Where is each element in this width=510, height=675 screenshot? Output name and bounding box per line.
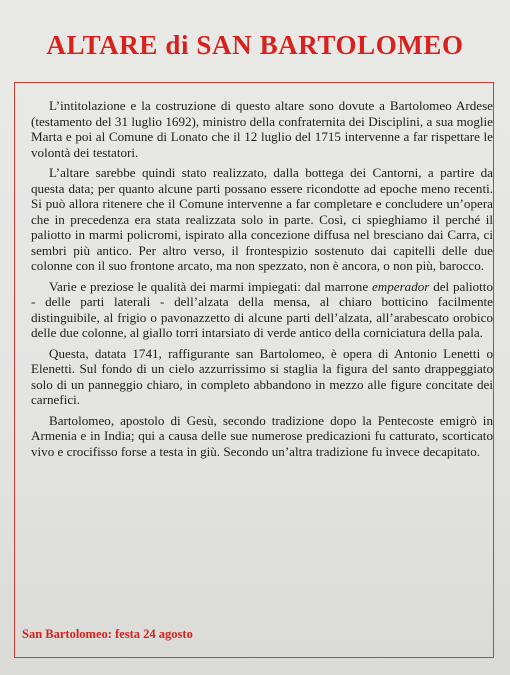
page-title: ALTARE di SAN BARTOLOMEO [46,30,464,60]
paragraph-5: Bartolomeo, apostolo di Gesù, secondo tradizione dopo la Pentecoste emigrò in Armenia e in India; qui a causa delle sue numerose predicazioni fu catturato, scorticato vivo e crocifisso forse a testa in giù. Secondo un’altra tradizione fu invece decapitato. [31,412,493,459]
paragraph-2: L’altare sarebbe quindi stato realizzato, dalla bottega dei Cantorni, a partire da questa data; per quanto alcune parti possano essere ricondotte ad epoche meno recenti. Si può allora ritenere che il Comune intervenne a far completare e concludere un’opera che in precedenza era stata realizzata solo in parte. Così, ci spieghiamo il perché il paliotto in marmi policromi, ispirato alla concezione diffusa nel bresciano dai Carra, ci sembri più antico. Per altro verso, il frontespizio sostenuto dai capitelli delle due colonne con il suo frontone arcato, ma non spezzato, non è ancora, o non più, barocco. [31,165,493,273]
paragraph-3-start: Varie e preziose le qualità dei marmi impiegati: dal marrone [49,278,372,294]
feast-day-note: San Bartolomeo: festa 24 agosto [22,627,193,641]
paragraph-3 [31,279,493,341]
body-text [31,98,493,464]
paragraph-3-end: del paliotto - delle parti laterali - dell’alzata della mensa, al chiaro botticino facilmente distinguibile, al frigio o pavonazzetto di alcune parti dell’alzata, all’arabescato orobico delle due colonne, al giallo torri intarsiato di verde antico della corniciatura della pala. [31,278,493,340]
paragraph-3-italic-term: emperador [371,278,430,294]
paragraph-4: Questa, datata 1741, raffigurante san Bartolomeo, è opera di Antonio Lenetti o Elenetti. Sul fondo di un cielo azzurrissimo si staglia la figura del santo drappeggiato solo di un panneggio chiaro, in completo abbandono in mezzo alle figure concitate dei carnefici. [31,345,493,407]
paragraph-1: L’intitolazione e la costruzione di questo altare sono dovute a Bartolomeo Ardese (testamento del 31 luglio 1692), ministro della confraternita dei Disciplini, a sua moglie Marta e poi al Comune di Lonato che il 12 luglio del 1715 intervenne a far rispettare le volontà dei testatori. [31,98,493,160]
